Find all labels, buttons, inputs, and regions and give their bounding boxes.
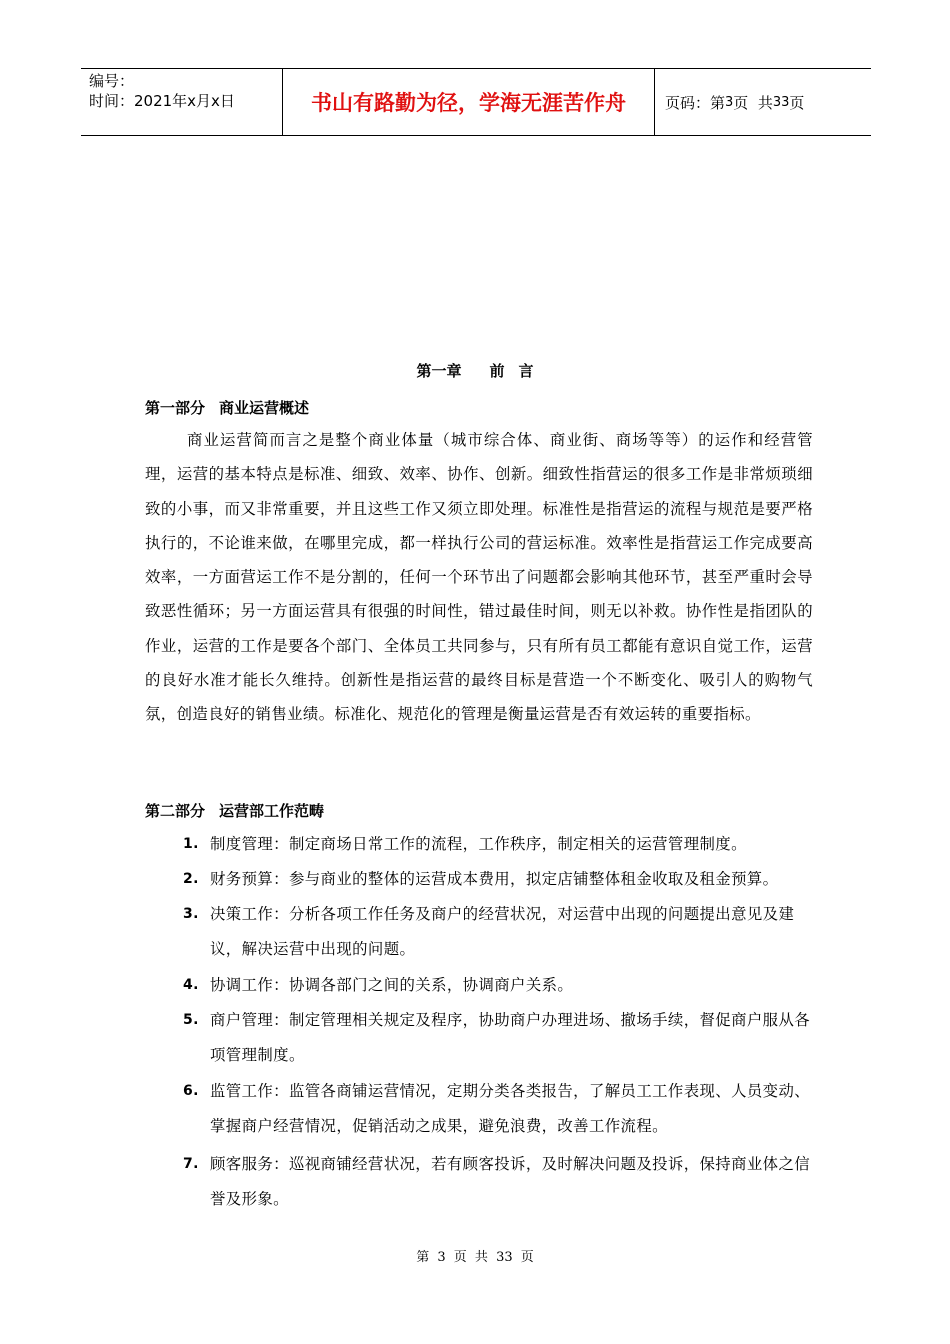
footer-post: 页 — [520, 1250, 534, 1265]
list-item-text: 监管工作：监管各商铺运营情况，定期分类各类报告，了解员工工作表现、人员变动、掌握商户经营情况，促销活动之成果，避免浪费，改善工作流程。 — [210, 1082, 811, 1135]
footer-pre: 第 — [416, 1250, 430, 1265]
header-page-info — [655, 69, 871, 135]
section2-number: 第二部分 — [145, 802, 206, 820]
chapter-title-a: 前 — [489, 362, 505, 380]
list-item-text: 制度管理：制定商场日常工作的流程，工作秩序，制定相关的运营管理制度。 — [210, 835, 747, 853]
list-item-text: 财务预算：参与商业的整体的运营成本费用，拟定店铺整体租金收取及租金预算。 — [210, 870, 779, 888]
list-item-text: 协调工作：协调各部门之间的关系，协调商户关系。 — [210, 976, 574, 994]
footer-mid: 页 共 — [453, 1250, 488, 1265]
list-item — [183, 968, 815, 1003]
list-item-number: 5. — [183, 1012, 199, 1028]
header-motto: 书山有路勤为径，学海无涯苦作舟 — [282, 69, 655, 135]
chapter-number: 第一章 — [416, 362, 462, 380]
page-total: 33 — [772, 94, 790, 110]
page-mid: 页 共 — [733, 93, 773, 112]
time-label: 时间：2021年x月x日 — [89, 92, 235, 110]
number-label: 编号： — [89, 72, 135, 90]
list-item-number: 1. — [183, 836, 199, 852]
list-item — [183, 1074, 815, 1144]
list-item — [183, 1003, 815, 1073]
list-item-text: 顾客服务：巡视商铺经营状况，若有顾客投诉，及时解决问题及投诉，保持商业体之信誉及形象。 — [210, 1155, 811, 1208]
section1-title: 商业运营概述 — [219, 399, 310, 417]
page-current: 3 — [725, 94, 734, 110]
list-item-number: 7. — [183, 1156, 199, 1172]
list-item — [183, 897, 815, 967]
list-item — [183, 1147, 815, 1217]
section1-paragraph: 商业运营简而言之是整个商业体量（城市综合体、商业街、商场等等）的运作和经营管理，运营的基本特点是标准、细致、效率、协作、创新。细致性指营运的很多工作是非常烦琐细致的小事，而又非常重要，并且这些工作又须立即处理。标准性是指营运的流程与规范是要严格执行的，不论谁来做，在哪里完成，都一样执行公司的营运标准。效率性是指营运工作完成要高效率，一方面营运工作不是分割的，任何一个环节出了问题都会影响其他环节，甚至严重时会导致恶性循环；另一方面运营具有很强的时间性，错过最佳时间，则无以补救。协作性是指团队的作业，运营的工作是要各个部门、全体员工共同参与，只有所有员工都能有意识自觉工作，运营的良好水准才能长久维持。创新性是指运营的最终目标是营造一个不断变化、吸引人的购物气氛，创造良好的销售业绩。标准化、规范化的管理是衡量运营是否有效运转的重要指标。 — [145, 431, 813, 724]
list-item-number: 3. — [183, 906, 199, 922]
list-item-text: 决策工作：分析各项工作任务及商户的经营状况，对运营中出现的问题提出意见及建议，解决运营中出现的问题。 — [210, 905, 795, 958]
section2-title: 运营部工作范畴 — [219, 802, 325, 820]
list-item — [183, 862, 815, 897]
page-label: 页码：第 — [665, 93, 726, 112]
header-meta — [81, 69, 282, 135]
list-item-number: 4. — [183, 977, 199, 993]
list-item-number: 6. — [183, 1083, 199, 1099]
section2-heading — [145, 800, 324, 821]
list-item-text: 商户管理：制定管理相关规定及程序，协助商户办理进场、撤场手续，督促商户服从各项管理制度。 — [210, 1011, 811, 1064]
section1-heading — [145, 397, 309, 418]
page-end: 页 — [789, 93, 805, 112]
header-table — [81, 68, 871, 136]
page-footer — [0, 1246, 950, 1265]
list-item — [183, 827, 815, 862]
footer-total: 33 — [496, 1250, 513, 1265]
section1-number: 第一部分 — [145, 399, 206, 417]
chapter-title — [0, 360, 950, 381]
list-item-number: 2. — [183, 871, 199, 887]
footer-current: 3 — [437, 1250, 446, 1265]
chapter-title-b: 言 — [518, 362, 534, 380]
